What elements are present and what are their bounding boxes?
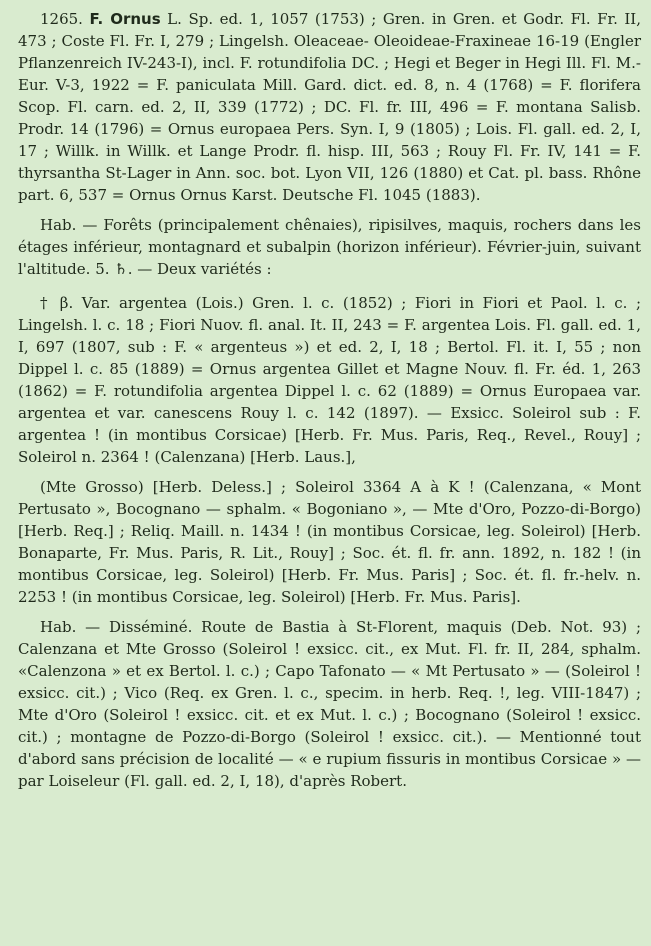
entry-taxon: F. Ornus: [89, 10, 161, 28]
entry-synonymy: [18, 8, 641, 206]
variety-greek: β.: [59, 294, 74, 312]
entry-number: 1265.: [40, 10, 83, 28]
variety-exsiccata: (Mte Grosso) [Herb. Deless.] ; Soleirol 3364 A à K ! (Calenzana, « Mont Pertusato », Bocognano — sphalm. « Bogoniano », — Mte d'Oro, Pozzo-di-Borgo) [Herb. Req.] ; Reliq. Maill. n. 1434 ! (in montibus Corsicae, leg. Soleirol) [Herb. Bonaparte, Fr. Mus. Paris, R. Lit., Rouy] ; Soc. ét. fl. fr. ann. 1892, n. 182 ! (in montibus Corsicae, leg. Soleirol) [Herb. Fr. Mus. Paris] ; Soc. ét. fl. fr.-helv. n. 2253 ! (in montibus Corsicae, leg. Soleirol) [Herb. Fr. Mus. Paris].: [18, 478, 641, 606]
variety-synonymy-text: Var. argentea (Lois.) Gren. l. c. (1852) ; Fiori in Fiori et Paol. l. c. ; Lingelsh. l. c. 18 ; Fiori Nuov. fl. anal. It. II, 243 = F. argentea Lois. Fl. gall. ed. 1, I, 697 (1807, sub : F. « argenteus ») et ed. 2, I, 18 ; Bertol. Fl. it. I, 55 ; non Dippel l. c. 85 (1889) = Ornus argentea Gillet et Magne Nouv. fl. Fr. éd. 1, 263 (1862) = F. rotundifolia argentea Dippel l. c. 62 (1889) = Ornus Europaea var. argentea et var. canescens Rouy l. c. 142 (1897). — Exsicc. Soleirol sub : F. argentea ! (in montibus Corsicae) [Herb. Fr. Mus. Paris, Req., Revel., Rouy] ; Soleirol n. 2364 ! (Calenzana) [Herb. Laus.],: [18, 294, 641, 466]
variety-marker: †: [40, 294, 52, 312]
variety-habitat: Hab. — Disséminé. Route de Bastia à St-Florent, maquis (Deb. Not. 93) ; Calenzana et Mte Grosso (Soleirol ! exsicc. cit., ex Mut. Fl. fr. II, 284, sphalm. «Calenzona » et ex Bertol. l. c.) ; Capo Tafonato — « Mt Pertusato » — (Soleirol ! exsicc. cit.) ; Vico (Req. ex Gren. l. c., specim. in herb. Req. !, leg. VIII-1847) ; Mte d'Oro (Soleirol ! exsicc. cit. et ex Mut. l. c.) ; Bocognano (Soleirol ! exsicc. cit.) ; montagne de Pozzo-di-Borgo (Soleirol ! exsicc. cit.). — Mentionné tout d'abord sans précision de localité — « e rupium fissuris in montibus Corsicae » — par Loiseleur (Fl. gall. ed. 2, I, 18), d'après Robert.: [18, 618, 641, 790]
entry-author: L.: [167, 10, 182, 28]
entry-habitat: Hab. — Forêts (principalement chênaies), ripisilves, maquis, rochers dans les étages inférieur, montagnard et subalpin (horizon inférieur). Février-juin, suivant l'altitude. 5. ♄. — Deux variétés :: [18, 216, 641, 278]
variety-synonymy: [18, 292, 641, 468]
entry-synonymy-text: Sp. ed. 1, 1057 (1753) ; Gren. in Gren. et Godr. Fl. Fr. II, 473 ; Coste Fl. Fr. I, 279 ; Lingelsh. Oleaceae- Oleoideae-Fraxineae 16-19 (Engler Pflanzenreich IV-243-I), incl. F. rotundifolia DC. ; Hegi et Beger in Hegi Ill. Fl. M.-Eur. V-3, 1922 = F. paniculata Mill. Gard. dict. ed. 8, n. 4 (1768) = F. florifera Scop. Fl. carn. ed. 2, II, 339 (1772) ; DC. Fl. fr. III, 496 = F. montana Salisb. Prodr. 14 (1796) = Ornus europaea Pers. Syn. I, 9 (1805) ; Lois. Fl. gall. ed. 2, I, 17 ; Willk. in Willk. et Lange Prodr. fl. hisp. III, 563 ; Rouy Fl. Fr. IV, 141 = F. thyrsantha St-Lager in Ann. soc. bot. Lyon VII, 126 (1880) et Cat. pl. bass. Rhône part. 6, 537 = Ornus Ornus Karst. Deutsche Fl. 1045 (1883).: [18, 10, 641, 204]
